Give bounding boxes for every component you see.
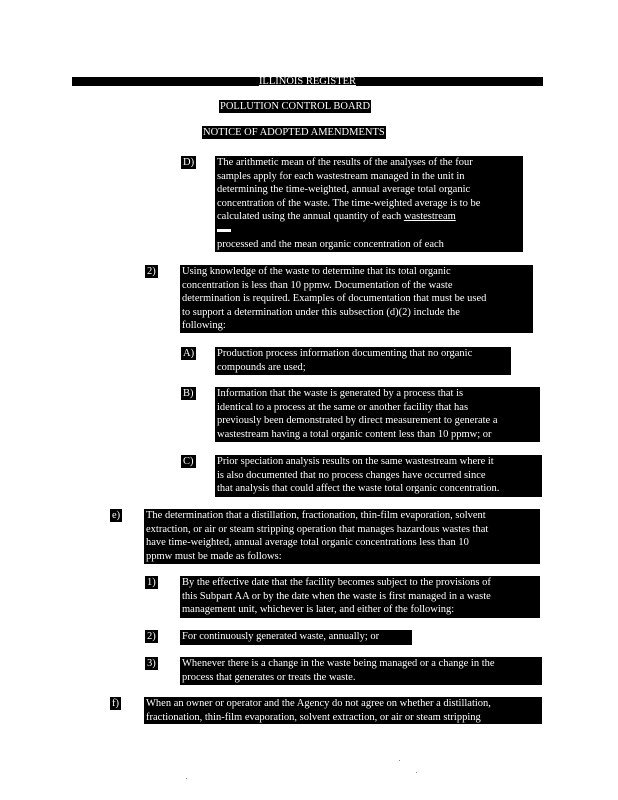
wastestream-underlined: wastestream [403, 211, 456, 223]
item-label-a: A) [183, 348, 195, 359]
item-text-a: Production process information documenting that no organic compounds are used; [215, 347, 511, 375]
item-text-d-part2: processed and the mean organic concentration of each wastestream managed in the unit. [217, 238, 444, 264]
item-label-e1: 1) [147, 577, 156, 588]
item-text-e1: By the effective date that the facility becomes subject to the provisions of this Subpart AA or by the date when the waste is first managed in a waste management unit, whichever is later, and either of the following: [180, 576, 540, 618]
item-label-e2: 2) [147, 631, 156, 642]
item-text-2: Using knowledge of the waste to determine that its total organic concentration is less than 10 ppmw. Documentation of the waste determination is required. Examples of documentation that must be used to support a determination under this subsection (d)(2) include the following: [180, 265, 533, 333]
item-label-e3: 3) [147, 658, 156, 669]
scan-speck [416, 772, 417, 773]
item-text-c: Prior speciation analysis results on the same wastestream where it is also documented that no process changes have occurred since that analysis that could affect the waste total organic concentration. [215, 455, 542, 497]
struck-text-mark [217, 229, 231, 232]
register-header-bar [72, 77, 543, 86]
item-text-d-part1: The arithmetic mean of the results of the analyses of the four samples apply for each wastestream managed in the unit in determining the time-weighted, annual average total organic concentration of the waste. The time-weighted average is to be calculated using the annual quantity of each [217, 157, 481, 223]
item-label-b: B) [183, 388, 194, 399]
item-text-e: The determination that a distillation, fractionation, thin-film evaporation, solvent extraction, or air or steam stripping operation that manages hazardous wastes that have time-weighted, annual average total organic concentrations less than 10 ppmw must be made as follows: [144, 509, 540, 564]
item-text-e3: Whenever there is a change in the waste being managed or a change in the process that generates or treats the waste. [180, 657, 542, 685]
item-label-2: 2) [147, 266, 156, 277]
item-text-e2: For continuously generated waste, annually; or [180, 630, 412, 645]
item-text-f: When an owner or operator and the Agency do not agree on whether a distillation, fractionation, thin-film evaporation, solvent extraction, or air or steam stripping [144, 697, 542, 724]
item-label-e: e) [112, 510, 121, 521]
item-label-c: C) [183, 456, 194, 467]
item-text-b: Information that the waste is generated by a process that is identical to a process at the same or another facility that has previously been demonstrated by direct measurement to generate a wastestream having a total organic content less than 10 ppmw; or [215, 387, 540, 442]
scan-speck [399, 760, 400, 761]
item-text-d [215, 156, 523, 264]
register-title: ILLINOIS REGISTER [258, 76, 357, 87]
item-label-f: f) [112, 698, 119, 709]
scan-speck [186, 778, 187, 779]
board-title: POLLUTION CONTROL BOARD [220, 101, 371, 112]
item-label-d: D) [183, 157, 195, 168]
notice-title: NOTICE OF ADOPTED AMENDMENTS [203, 127, 385, 138]
